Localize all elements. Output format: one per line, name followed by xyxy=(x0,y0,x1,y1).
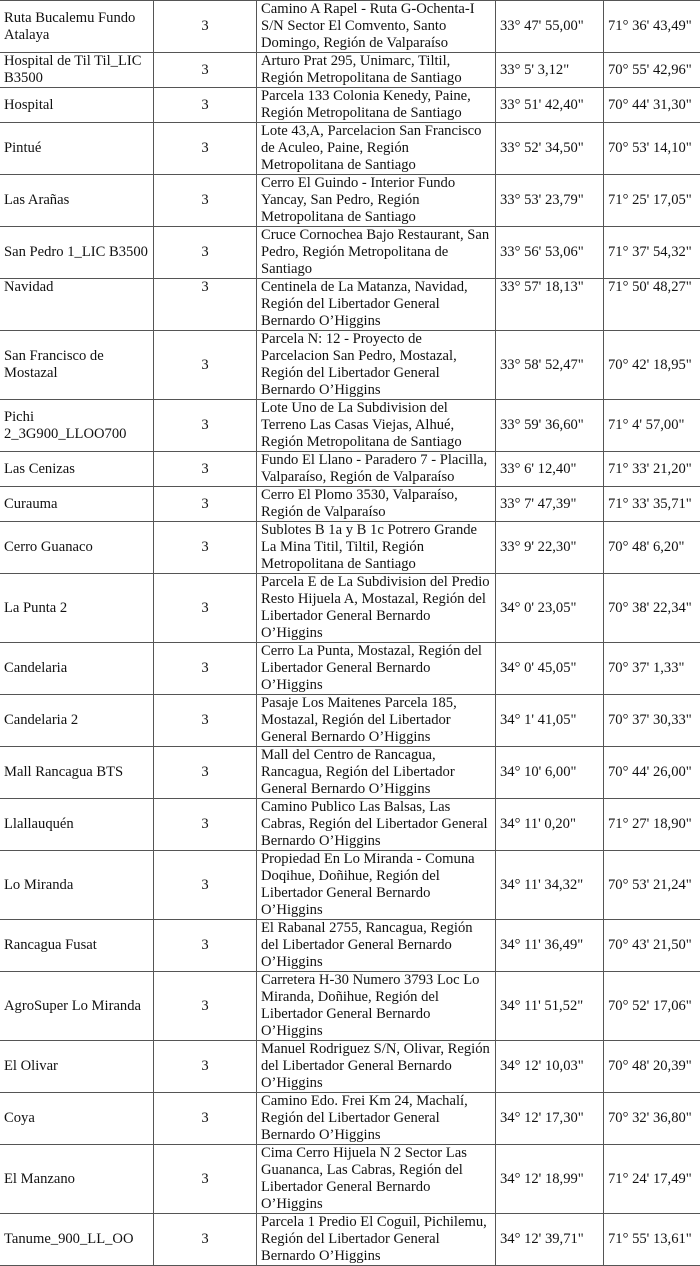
site-name-cell: Rancagua Fusat xyxy=(0,920,154,972)
site-name-cell: Tanume_900_LL_OO xyxy=(0,1214,154,1266)
longitude-cell: 70° 32' 36,80" xyxy=(604,1093,700,1145)
longitude-cell: 71° 33' 35,71" xyxy=(604,487,700,522)
address-cell: Parcela 1 Predio El Coguil, Pichilemu, Región del Libertador General Bernardo O’Higgins xyxy=(257,1214,496,1266)
latitude-cell: 34° 0' 23,05" xyxy=(496,574,604,643)
longitude-cell: 70° 48' 6,20" xyxy=(604,522,700,574)
zone-cell: 3 xyxy=(154,452,257,487)
zone-cell: 3 xyxy=(154,53,257,88)
address-cell: Propiedad En Lo Miranda - Comuna Doqihue, Doñihue, Región del Libertador General Bernardo O’Higgins xyxy=(257,851,496,920)
address-cell: Cima Cerro Hijuela N 2 Sector Las Guananca, Las Cabras, Región del Libertador General Bernardo O’Higgins xyxy=(257,1145,496,1214)
table-row xyxy=(0,1093,700,1145)
latitude-cell: 33° 56' 53,06" xyxy=(496,227,604,279)
table-row xyxy=(0,175,700,227)
site-name-cell: Ruta Bucalemu Fundo Atalaya xyxy=(0,1,154,53)
table-row xyxy=(0,851,700,920)
longitude-cell: 70° 53' 21,24" xyxy=(604,851,700,920)
latitude-cell: 33° 53' 23,79" xyxy=(496,175,604,227)
address-cell: Parcela 133 Colonia Kenedy, Paine, Región Metropolitana de Santiago xyxy=(257,88,496,123)
latitude-cell: 34° 12' 10,03" xyxy=(496,1041,604,1093)
zone-cell: 3 xyxy=(154,487,257,522)
address-cell: Centinela de La Matanza, Navidad, Región del Libertador General Bernardo O’Higgins xyxy=(257,279,496,331)
address-cell: Arturo Prat 295, Unimarc, Tiltil, Región Metropolitana de Santiago xyxy=(257,53,496,88)
site-name-cell: Lo Miranda xyxy=(0,851,154,920)
site-name-cell: Las Arañas xyxy=(0,175,154,227)
longitude-cell: 71° 33' 21,20" xyxy=(604,452,700,487)
zone-cell: 3 xyxy=(154,1041,257,1093)
longitude-cell: 71° 24' 17,49" xyxy=(604,1145,700,1214)
latitude-cell: 33° 52' 34,50" xyxy=(496,123,604,175)
zone-cell: 3 xyxy=(154,175,257,227)
site-name-cell: Llallauquén xyxy=(0,799,154,851)
zone-cell: 3 xyxy=(154,799,257,851)
site-name-cell: Hospital xyxy=(0,88,154,123)
address-cell: Cerro El Plomo 3530, Valparaíso, Región de Valparaíso xyxy=(257,487,496,522)
site-name-cell: San Pedro 1_LIC B3500 xyxy=(0,227,154,279)
zone-cell: 3 xyxy=(154,88,257,123)
latitude-cell: 34° 11' 34,32" xyxy=(496,851,604,920)
zone-cell: 3 xyxy=(154,695,257,747)
table-row xyxy=(0,1214,700,1266)
site-name-cell: Navidad xyxy=(0,279,154,331)
address-cell: Parcela N: 12 - Proyecto de Parcelacion San Pedro, Mostazal, Región del Libertador General Bernardo O’Higgins xyxy=(257,331,496,400)
zone-cell: 3 xyxy=(154,227,257,279)
address-cell: Camino A Rapel - Ruta G-Ochenta-I S/N Sector El Comvento, Santo Domingo, Región de Valparaíso xyxy=(257,1,496,53)
zone-cell: 3 xyxy=(154,643,257,695)
address-cell: Lote 43,A, Parcelacion San Francisco de Aculeo, Paine, Región Metropolitana de Santiago xyxy=(257,123,496,175)
zone-cell: 3 xyxy=(154,123,257,175)
table-row xyxy=(0,487,700,522)
longitude-cell: 70° 42' 18,95" xyxy=(604,331,700,400)
sites-table-body xyxy=(0,1,700,1266)
latitude-cell: 34° 11' 36,49" xyxy=(496,920,604,972)
longitude-cell: 71° 4' 57,00" xyxy=(604,400,700,452)
latitude-cell: 34° 11' 0,20" xyxy=(496,799,604,851)
latitude-cell: 33° 58' 52,47" xyxy=(496,331,604,400)
table-row xyxy=(0,279,700,331)
address-cell: Cerro El Guindo - Interior Fundo Yancay, San Pedro, Región Metropolitana de Santiago xyxy=(257,175,496,227)
longitude-cell: 70° 38' 22,34" xyxy=(604,574,700,643)
latitude-cell: 33° 57' 18,13" xyxy=(496,279,604,331)
longitude-cell: 70° 44' 26,00" xyxy=(604,747,700,799)
longitude-cell: 70° 43' 21,50" xyxy=(604,920,700,972)
table-row xyxy=(0,227,700,279)
zone-cell: 3 xyxy=(154,920,257,972)
table-row xyxy=(0,522,700,574)
latitude-cell: 33° 9' 22,30" xyxy=(496,522,604,574)
table-row xyxy=(0,123,700,175)
latitude-cell: 34° 10' 6,00" xyxy=(496,747,604,799)
site-name-cell: Las Cenizas xyxy=(0,452,154,487)
longitude-cell: 70° 44' 31,30" xyxy=(604,88,700,123)
latitude-cell: 33° 51' 42,40" xyxy=(496,88,604,123)
table-row xyxy=(0,972,700,1041)
zone-cell: 3 xyxy=(154,331,257,400)
zone-cell: 3 xyxy=(154,400,257,452)
table-row xyxy=(0,400,700,452)
zone-cell: 3 xyxy=(154,1,257,53)
latitude-cell: 34° 12' 39,71" xyxy=(496,1214,604,1266)
address-cell: Pasaje Los Maitenes Parcela 185, Mostazal, Región del Libertador General Bernardo O’Higgins xyxy=(257,695,496,747)
latitude-cell: 34° 11' 51,52" xyxy=(496,972,604,1041)
zone-cell: 3 xyxy=(154,851,257,920)
zone-cell: 3 xyxy=(154,1093,257,1145)
zone-cell: 3 xyxy=(154,279,257,331)
site-name-cell: Curauma xyxy=(0,487,154,522)
address-cell: Cerro La Punta, Mostazal, Región del Libertador General Bernardo O’Higgins xyxy=(257,643,496,695)
table-row xyxy=(0,88,700,123)
address-cell: Lote Uno de La Subdivision del Terreno Las Casas Viejas, Alhué, Región Metropolitana de Santiago xyxy=(257,400,496,452)
site-name-cell: Coya xyxy=(0,1093,154,1145)
site-name-cell: Cerro Guanaco xyxy=(0,522,154,574)
site-name-cell: La Punta 2 xyxy=(0,574,154,643)
latitude-cell: 33° 6' 12,40" xyxy=(496,452,604,487)
longitude-cell: 70° 37' 1,33" xyxy=(604,643,700,695)
address-cell: El Rabanal 2755, Rancagua, Región del Libertador General Bernardo O’Higgins xyxy=(257,920,496,972)
longitude-cell: 71° 55' 13,61" xyxy=(604,1214,700,1266)
zone-cell: 3 xyxy=(154,522,257,574)
table-row xyxy=(0,331,700,400)
address-cell: Carretera H-30 Numero 3793 Loc Lo Miranda, Doñihue, Región del Libertador General Bernardo O’Higgins xyxy=(257,972,496,1041)
longitude-cell: 70° 52' 17,06" xyxy=(604,972,700,1041)
latitude-cell: 33° 7' 47,39" xyxy=(496,487,604,522)
latitude-cell: 33° 47' 55,00" xyxy=(496,1,604,53)
zone-cell: 3 xyxy=(154,1145,257,1214)
site-name-cell: Hospital de Til Til_LIC B3500 xyxy=(0,53,154,88)
longitude-cell: 71° 50' 48,27" xyxy=(604,279,700,331)
longitude-cell: 70° 55' 42,96" xyxy=(604,53,700,88)
site-name-cell: Candelaria xyxy=(0,643,154,695)
address-cell: Fundo El Llano - Paradero 7 - Placilla, Valparaíso, Región de Valparaíso xyxy=(257,452,496,487)
latitude-cell: 34° 0' 45,05" xyxy=(496,643,604,695)
zone-cell: 3 xyxy=(154,747,257,799)
table-row xyxy=(0,920,700,972)
longitude-cell: 71° 25' 17,05" xyxy=(604,175,700,227)
longitude-cell: 71° 27' 18,90" xyxy=(604,799,700,851)
table-row xyxy=(0,1,700,53)
table-row xyxy=(0,799,700,851)
latitude-cell: 33° 5' 3,12" xyxy=(496,53,604,88)
site-name-cell: Candelaria 2 xyxy=(0,695,154,747)
site-name-cell: AgroSuper Lo Miranda xyxy=(0,972,154,1041)
latitude-cell: 34° 12' 17,30" xyxy=(496,1093,604,1145)
site-name-cell: Mall Rancagua BTS xyxy=(0,747,154,799)
table-row xyxy=(0,747,700,799)
address-cell: Sublotes B 1a y B 1c Potrero Grande La Mina Titil, Tiltil, Región Metropolitana de Santiago xyxy=(257,522,496,574)
table-row xyxy=(0,452,700,487)
site-name-cell: San Francisco de Mostazal xyxy=(0,331,154,400)
address-cell: Camino Publico Las Balsas, Las Cabras, Región del Libertador General Bernardo O’Higgins xyxy=(257,799,496,851)
address-cell: Cruce Cornochea Bajo Restaurant, San Pedro, Región Metropolitana de Santiago xyxy=(257,227,496,279)
table-row xyxy=(0,53,700,88)
zone-cell: 3 xyxy=(154,1214,257,1266)
zone-cell: 3 xyxy=(154,972,257,1041)
longitude-cell: 70° 53' 14,10" xyxy=(604,123,700,175)
site-name-cell: El Olivar xyxy=(0,1041,154,1093)
longitude-cell: 70° 37' 30,33" xyxy=(604,695,700,747)
table-row xyxy=(0,574,700,643)
longitude-cell: 71° 37' 54,32" xyxy=(604,227,700,279)
latitude-cell: 34° 1' 41,05" xyxy=(496,695,604,747)
address-cell: Camino Edo. Frei Km 24, Machalí, Región del Libertador General Bernardo O’Higgins xyxy=(257,1093,496,1145)
site-name-cell: El Manzano xyxy=(0,1145,154,1214)
table-row xyxy=(0,643,700,695)
longitude-cell: 71° 36' 43,49" xyxy=(604,1,700,53)
latitude-cell: 34° 12' 18,99" xyxy=(496,1145,604,1214)
table-row xyxy=(0,1145,700,1214)
address-cell: Mall del Centro de Rancagua, Rancagua, Región del Libertador General Bernardo O’Higgins xyxy=(257,747,496,799)
longitude-cell: 70° 48' 20,39" xyxy=(604,1041,700,1093)
site-name-cell: Pichi 2_3G900_LLOO700 xyxy=(0,400,154,452)
address-cell: Parcela E de La Subdivision del Predio Resto Hijuela A, Mostazal, Región del Libertador General Bernardo O’Higgins xyxy=(257,574,496,643)
table-row xyxy=(0,1041,700,1093)
address-cell: Manuel Rodriguez S/N, Olivar, Región del Libertador General Bernardo O’Higgins xyxy=(257,1041,496,1093)
site-name-cell: Pintué xyxy=(0,123,154,175)
latitude-cell: 33° 59' 36,60" xyxy=(496,400,604,452)
table-row xyxy=(0,695,700,747)
zone-cell: 3 xyxy=(154,574,257,643)
